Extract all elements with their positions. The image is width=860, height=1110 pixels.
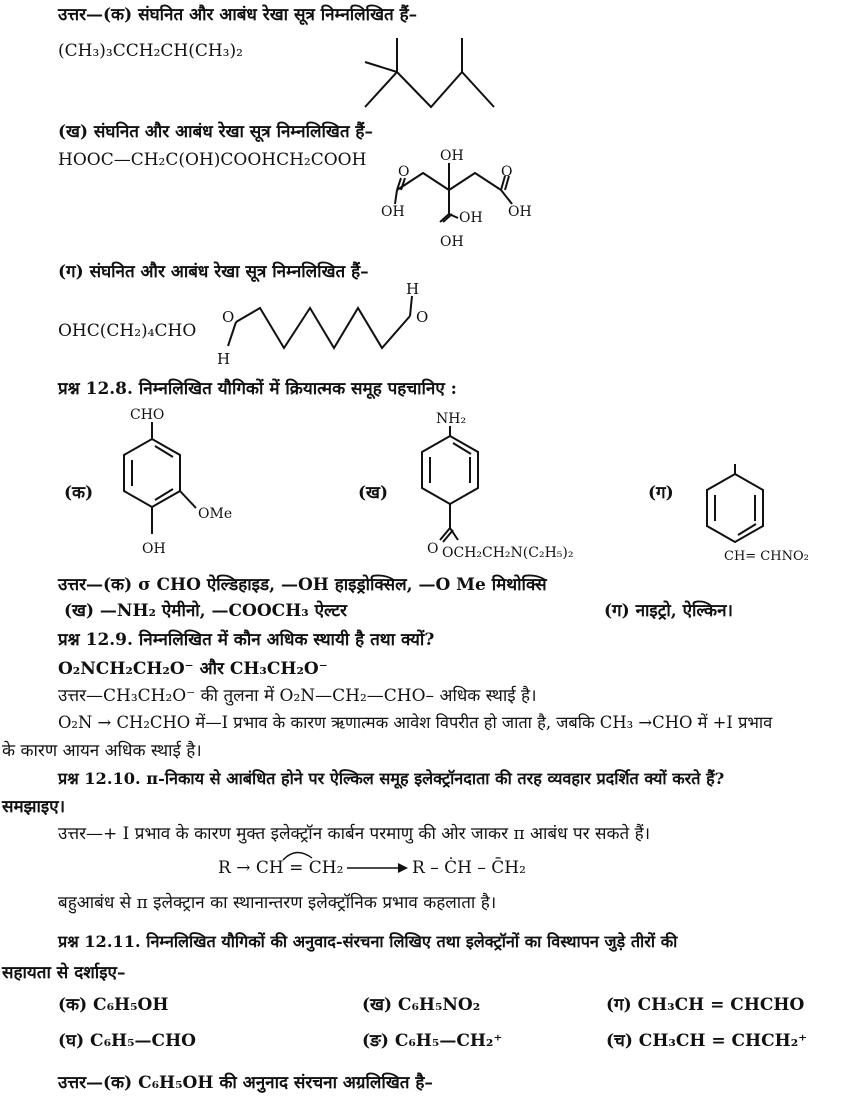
label-c-o-left: O <box>222 308 235 326</box>
label-k-ome: OMe <box>198 506 233 522</box>
label-oh-right: OH <box>508 204 532 220</box>
answer-12-9-line2: O₂N → CH₂CHO में—I प्रभाव के कारण ऋणात्मक आवेश विपरीत हो जाता है, जबकि CH₃ →CHO में +I प्रभाव <box>58 713 773 732</box>
answer-12-8-line2-right: (ग) नाइट्रो, ऐल्किन। <box>604 601 733 621</box>
q1211-item-ng: (ङ) C₆H₅—CH₂⁺ <box>362 1031 503 1051</box>
label-o-right: O <box>501 164 513 180</box>
q1211-item-ch: (च) CH₃CH = CHCH₂⁺ <box>606 1031 808 1051</box>
label-g-sub: CH= CHNO₂ <box>724 549 809 564</box>
question-12-10-line2: समझाइए। <box>2 797 66 817</box>
answer-a-intro: उत्तर—(क) संघनित और आबंध रेखा सूत्र निम्नलिखित हैं– <box>58 5 418 25</box>
answer-b-intro: (ख) संघनित और आबंध रेखा सूत्र निम्नलिखित हैं– <box>58 122 373 142</box>
q1211-item-gh: (घ) C₆H₅—CHO <box>58 1031 196 1051</box>
answer-c-intro: (ग) संघनित और आबंध रेखा सूत्र निम्नलिखित हैं– <box>58 262 369 282</box>
answer-12-10-line1: उत्तर—+ I प्रभाव के कारण मुक्त इलेक्ट्रॉन कार्बन परमाणु की ओर जाकर π आबंध पर सकते हैं। <box>58 824 651 844</box>
question-12-10-line1: प्रश्न 12.10. π-निकाय से आबंधित होने पर ऐल्किल समूह इलेक्ट्रॉनदाता की तरह व्यवहार प्रदर्शित क्यों करते हैं? <box>58 769 725 788</box>
question-12-9-formula: O₂NCH₂CH₂O⁻ और CH₃CH₂O⁻ <box>58 659 328 679</box>
answer-12-11: उत्तर—(क) C₆H₅OH की अनुनाद संरचना अग्रलिखित है– <box>58 1073 433 1093</box>
question-12-8: प्रश्न 12.8. निम्नलिखित यौगिकों में क्रियात्मक समूह पहचानिए : <box>58 379 457 399</box>
answer-b-formula: HOOC—CH₂C(OH)COOHCH₂COOH <box>58 150 367 170</box>
label-kh-o: O <box>427 541 439 557</box>
answer-12-9-line3: के कारण आयन अधिक स्थाई है। <box>2 741 202 761</box>
question-12-11-line1: प्रश्न 12.11. निम्नलिखित यौगिकों की अनुवाद-संरचना लिखिए तथा इलेक्ट्रॉनों का विस्थापन जुड़े तीरों की <box>58 932 678 951</box>
label-k-oh: OH <box>142 541 166 557</box>
answer-12-10-eq-left: R → CH = CH₂ <box>218 858 344 878</box>
label-struct-g: (ग) <box>648 483 674 503</box>
answer-a-formula: (CH₃)₃CCH₂CH(CH₃)₂ <box>58 41 243 61</box>
q1211-item-k: (क) C₆H₅OH <box>58 995 169 1015</box>
label-struct-kh: (ख) <box>358 483 388 503</box>
q1211-item-g: (ग) CH₃CH = CHCHO <box>606 995 805 1015</box>
answer-c-formula: OHC(CH₂)₄CHO <box>58 321 197 341</box>
answer-12-8-line2: (ख) —NH₂ ऐमीनो, —COOCH₃ ऐल्टर <box>64 601 347 621</box>
label-k-cho: CHO <box>130 407 165 423</box>
question-12-9: प्रश्न 12.9. निम्नलिखित में कौन अधिक स्थायी है तथा क्यों? <box>58 630 435 650</box>
label-c-h-right: H <box>406 280 420 298</box>
question-12-11-line2: सहायता से दर्शाइए– <box>2 963 126 983</box>
label-kh-ester: OCH₂CH₂N(C₂H₅)₂ <box>442 545 574 561</box>
label-oh-bottom: OH <box>440 234 464 250</box>
label-c-h-left: H <box>217 350 231 368</box>
answer-12-9-line1: उत्तर—CH₃CH₂O⁻ की तुलना में O₂N—CH₂—CHO– अधिक स्थाई है। <box>58 686 537 706</box>
label-o-left: O <box>398 164 410 180</box>
answer-12-10-eq-right: R – ĊH – C̄H₂ <box>412 858 526 878</box>
label-oh-mid: OH <box>459 210 483 226</box>
answer-12-8-line1: उत्तर—(क) σ CHO ऐल्डिहाइड, —OH हाइड्रोक्सिल, —O Me मिथोक्सि <box>58 575 547 595</box>
answer-12-10-line3: बहुआबंध से π इलेक्ट्रान का स्थानान्तरण इलेक्ट्रॉनिक प्रभाव कहलाता है। <box>58 893 497 913</box>
label-oh-top: OH <box>440 148 464 164</box>
label-c-o-right: O <box>416 308 429 326</box>
q1211-item-kh: (ख) C₆H₅NO₂ <box>362 995 481 1015</box>
label-kh-nh2: NH₂ <box>436 411 467 427</box>
label-struct-k: (क) <box>64 483 94 503</box>
label-oh-left: OH <box>381 204 405 220</box>
